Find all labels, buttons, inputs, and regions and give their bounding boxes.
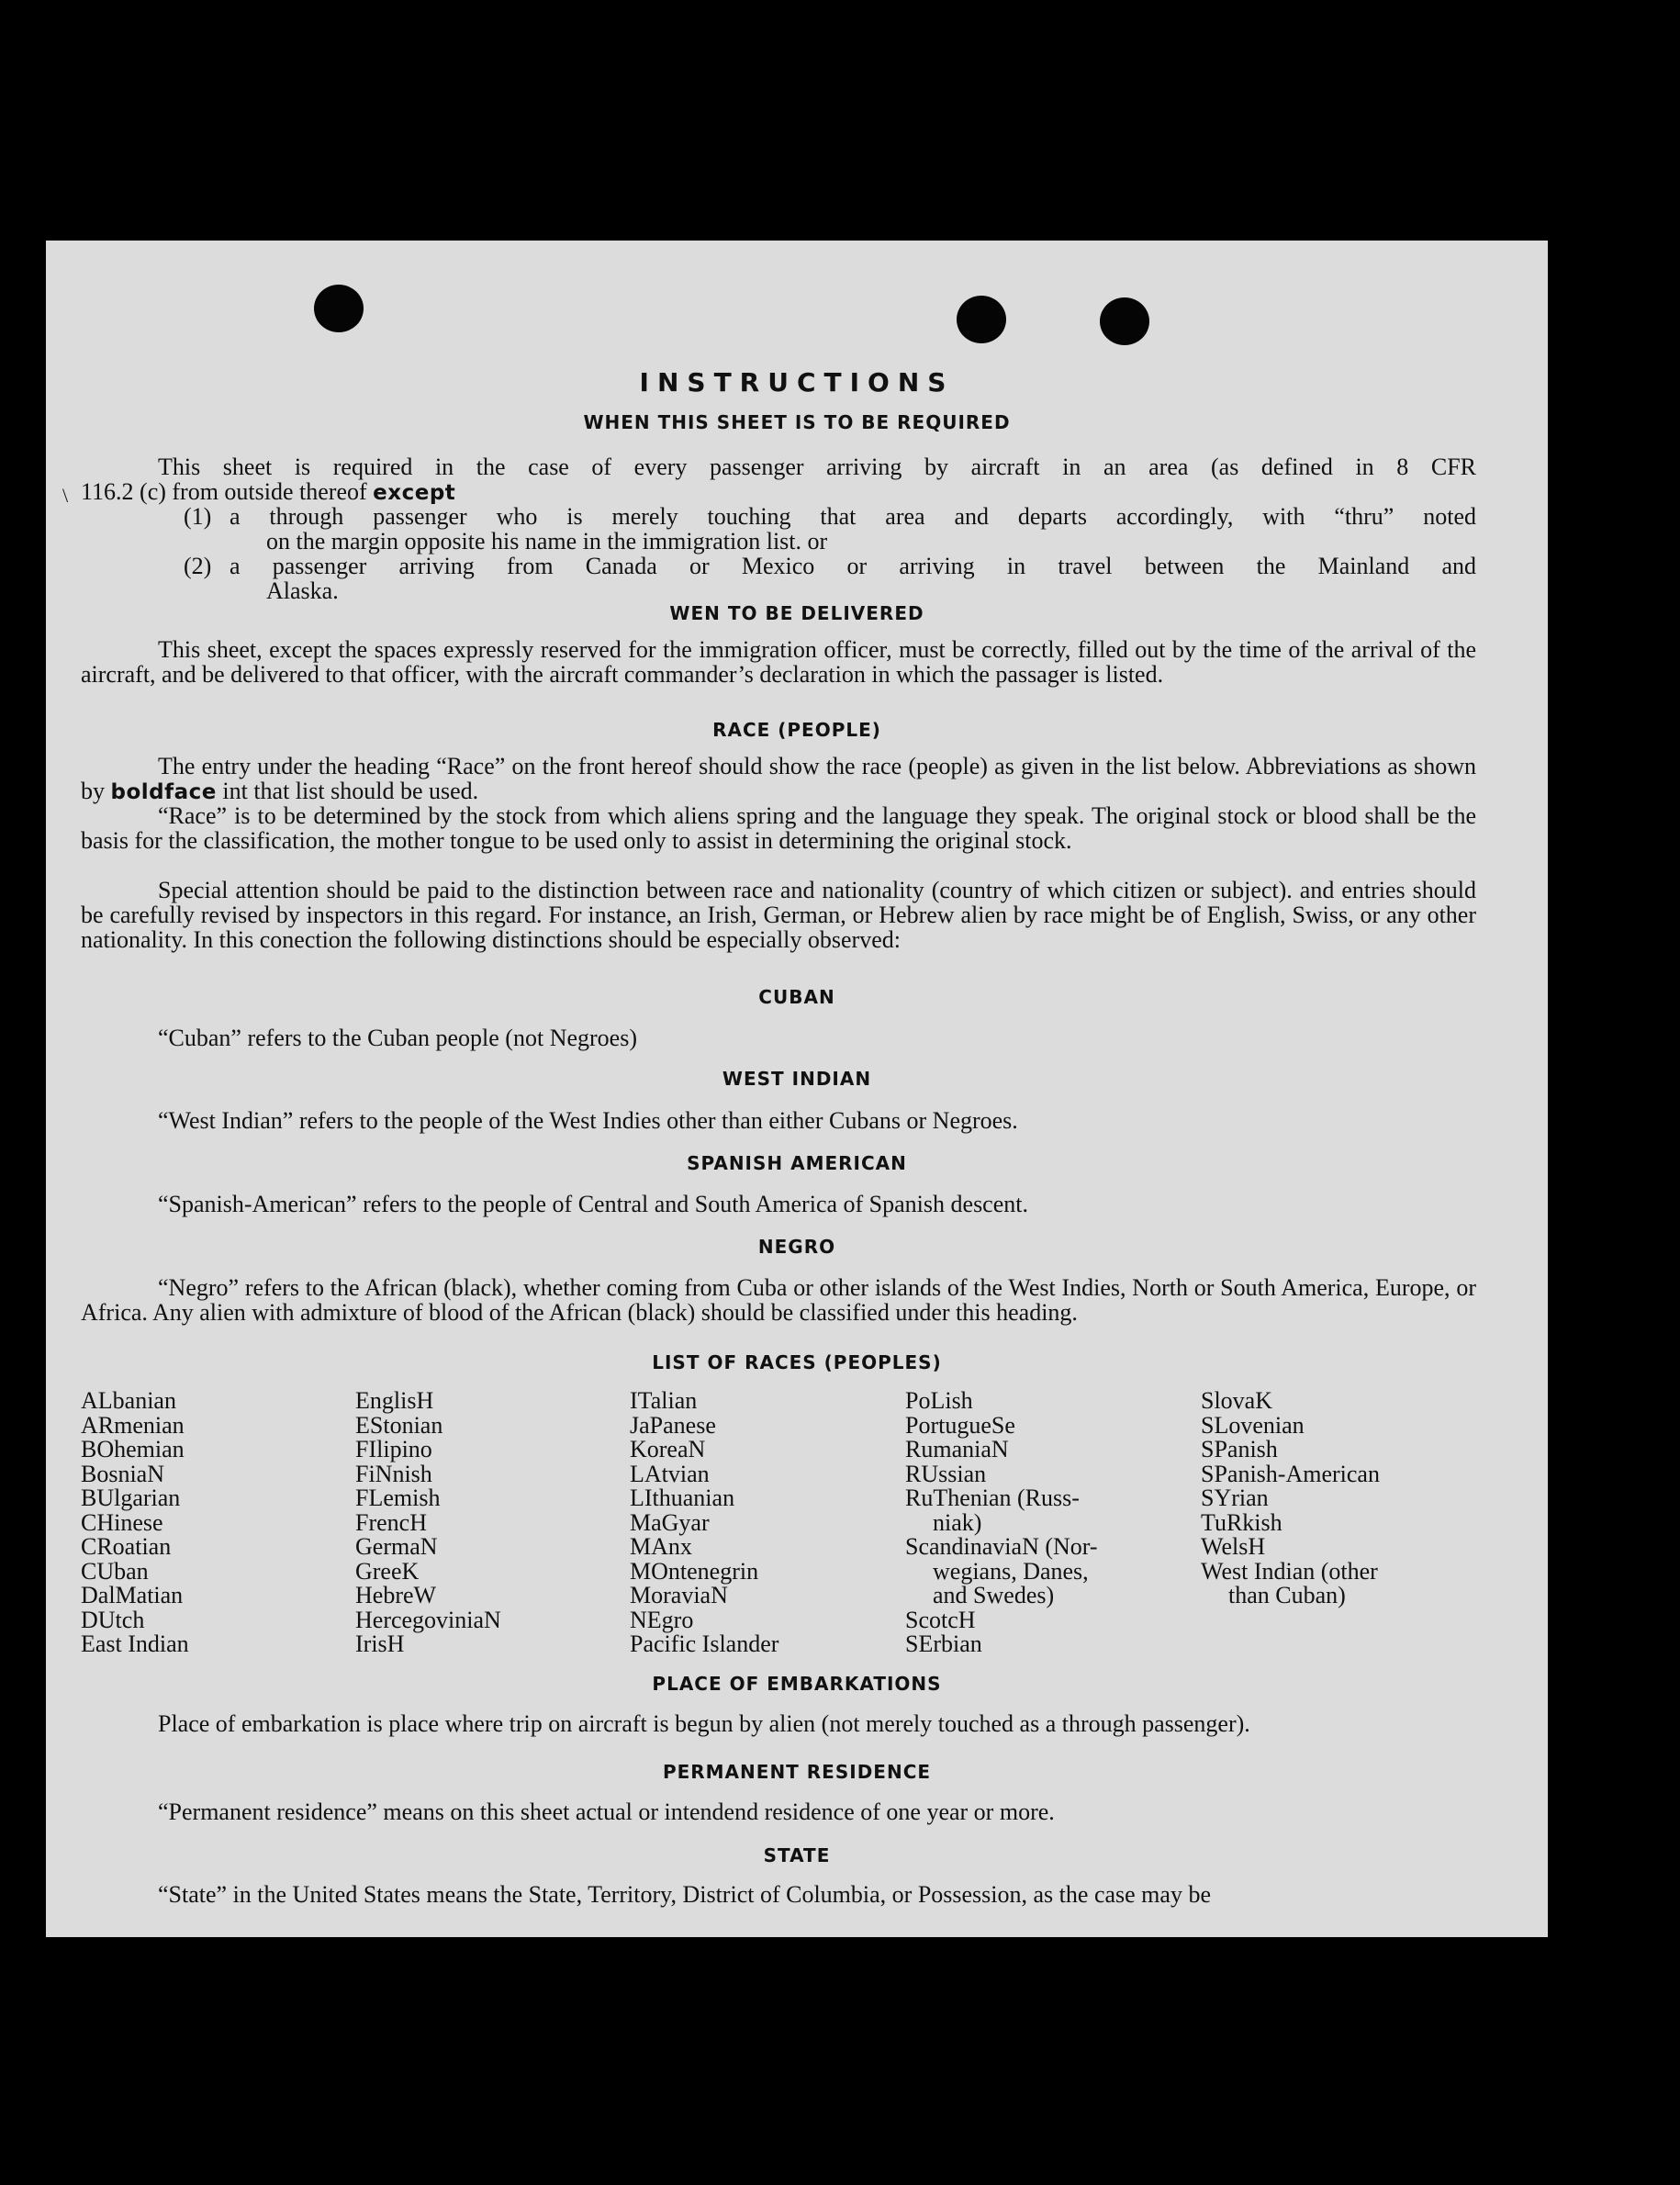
heading-west-indian: WEST INDIAN	[722, 1068, 872, 1090]
heading-list-of-races: LIST OF RACES (PEOPLES)	[652, 1351, 942, 1373]
race-item: MAnx	[630, 1533, 692, 1560]
race-item: GreeK	[355, 1557, 420, 1585]
race-item: CHinese	[81, 1508, 163, 1536]
para-required-line2	[81, 479, 1476, 506]
race-item: BosniaN	[81, 1460, 164, 1487]
race-column-4	[905, 1389, 1098, 1657]
punch-hole	[1100, 297, 1149, 345]
text-spanish-american: “Spanish-American” refers to the people of Central and South America of Spanish descent.	[158, 1191, 1028, 1217]
heading-state: STATE	[763, 1844, 831, 1866]
item1-number: (1)	[184, 503, 212, 530]
race-item: SErbian	[905, 1630, 982, 1657]
heading-when-required: WHEN THIS SHEET IS TO BE REQUIRED	[583, 411, 1011, 433]
para-required-line1: This sheet is required in the case of every passenger arriving by aircraft in an area (as defined in 8 CFR	[158, 454, 1476, 480]
race-item: BUlgarian	[81, 1485, 181, 1511]
race-item: SPanish-American	[1201, 1460, 1380, 1487]
race-column-2	[355, 1389, 501, 1657]
para-race-1	[81, 754, 1476, 805]
para-race-2: “Race” is to be determined by the stock from which aliens spring and the language they speak. The original stock or blood shall be the basis for the classification, the mother tongue to be used only to assist in determining the original stock.	[81, 802, 1476, 854]
punch-hole	[957, 296, 1006, 343]
race-column-5	[1201, 1389, 1380, 1608]
heading-negro: NEGRO	[757, 1236, 836, 1258]
keyword-except: except	[373, 481, 456, 505]
race-item: KoreaN	[630, 1436, 706, 1462]
text-west-indian: “West Indian” refers to the people of the West Indies other than either Cubans or Negroes.	[158, 1107, 1018, 1134]
text-negro: “Negro” refers to the African (black), whether coming from Cuba or other islands of the West Indies, North or South America, Europe, or Africa. Any alien with admixture of blood of the African (black) should be classified under this heading.	[81, 1274, 1476, 1326]
race-item: MoraviaN	[630, 1582, 728, 1608]
race-item: CUban	[81, 1557, 149, 1585]
race-item: FiNnish	[355, 1460, 432, 1487]
race-item: BOhemian	[81, 1436, 185, 1462]
race-item: SPanish	[1201, 1436, 1278, 1462]
race-item-continuation: niak)	[933, 1508, 982, 1536]
race-item: HercegoviniaN	[355, 1606, 501, 1633]
race-item: RuThenian (Russ-	[905, 1485, 1080, 1511]
item2-line2: Alaska.	[266, 577, 339, 604]
race-item: RumaniaN	[905, 1436, 1009, 1462]
item2-line1: a passenger arriving from Canada or Mexico or arriving in travel between the Mainland and	[230, 553, 1476, 579]
race-item: SLovenian	[1201, 1411, 1305, 1439]
race-item: MaGyar	[630, 1508, 710, 1536]
document-sheet	[46, 241, 1548, 1937]
race-item: ScotcH	[905, 1606, 976, 1633]
race-item: PortugueSe	[905, 1411, 1015, 1439]
race-item-continuation: than Cuban)	[1228, 1582, 1346, 1608]
item2-number: (2)	[184, 553, 212, 579]
heading-place-of-embarkation: PLACE OF EMBARKATIONS	[652, 1673, 942, 1695]
text-state: “State” in the United States means the State, Territory, District of Columbia, or Possession, as the case may be	[158, 1881, 1211, 1908]
race-item: RUssian	[905, 1460, 987, 1487]
race-item: CRoatian	[81, 1533, 172, 1560]
race-item: JaPanese	[630, 1411, 716, 1439]
race-item: TuRkish	[1201, 1508, 1282, 1536]
margin-mark: \	[62, 484, 69, 507]
race-item: ARmenian	[81, 1411, 185, 1439]
race-item: DalMatian	[81, 1582, 184, 1608]
race-item: EStonian	[355, 1411, 443, 1439]
race-item: HebreW	[355, 1582, 437, 1608]
race-item: SYrian	[1201, 1485, 1269, 1511]
race-item: SlovaK	[1201, 1387, 1272, 1414]
heading-spanish-american: SPANISH AMERICAN	[687, 1152, 907, 1174]
race-item: FLemish	[355, 1485, 441, 1511]
para-race-3: Special attention should be paid to the distinction between race and nationality (country of which citizen or subject). and entries should be carefully revised by inspectors in this regard. For instance, an Irish, German, or Hebrew alien by race might be of English, Swiss, or any other nationality. In this conection the following distinctions should be especially observed:	[81, 877, 1476, 953]
race-item: EnglisH	[355, 1387, 434, 1414]
race-item: WelsH	[1201, 1533, 1266, 1560]
heading-permanent-residence: PERMANENT RESIDENCE	[662, 1761, 932, 1783]
race-item: West Indian (other	[1201, 1557, 1378, 1585]
race-item: LIthuanian	[630, 1485, 735, 1511]
race-item: East Indian	[81, 1630, 189, 1657]
item1-line1: a through passenger who is merely touching that area and departs accordingly, with “thru” noted	[230, 503, 1476, 530]
para-required-text: 116.2 (c) from outside thereof	[81, 478, 367, 505]
race-item: FrencH	[355, 1508, 427, 1536]
race-item: ITalian	[630, 1387, 698, 1414]
text-permanent-residence: “Permanent residence” means on this sheet actual or intendend residence of one year or more.	[158, 1798, 1055, 1825]
race-column-3	[630, 1389, 778, 1657]
page-title: INSTRUCTIONS	[639, 367, 955, 398]
punch-hole	[314, 285, 364, 332]
race-item: MOntenegrin	[630, 1557, 759, 1585]
race-item: LAtvian	[630, 1460, 710, 1487]
keyword-boldface: boldface	[110, 780, 217, 804]
heading-when-delivered: WEN TO BE DELIVERED	[669, 602, 924, 624]
text-cuban: “Cuban” refers to the Cuban people (not Negroes)	[158, 1025, 637, 1051]
race-item: FIlipino	[355, 1436, 432, 1462]
race-item: Pacific Islander	[630, 1630, 779, 1657]
race-item: ALbanian	[81, 1387, 176, 1414]
para-delivered: This sheet, except the spaces expressly reserved for the immigration officer, must be correctly, filled out by the time of the arrival of the aircraft, and be delivered to that officer, with the aircraft commander’s declaration in which the passager is listed.	[81, 636, 1476, 688]
race-item-continuation: wegians, Danes,	[933, 1557, 1089, 1585]
race-item: NEgro	[630, 1606, 694, 1633]
race-column-1	[81, 1389, 189, 1657]
heading-cuban: CUBAN	[758, 986, 835, 1008]
race-item: PoLish	[905, 1387, 973, 1414]
para-race-1-tail: int that list should be used.	[222, 778, 479, 804]
race-item: IrisH	[355, 1630, 405, 1657]
race-item-continuation: and Swedes)	[933, 1582, 1055, 1608]
item1-line2: on the margin opposite his name in the immigration list. or	[266, 528, 828, 555]
para-race-1-text: The entry under the heading “Race” on the front hereof should show the race (people) as given in the list below. Abbreviations as shown by	[81, 753, 1476, 804]
text-place-of-embarkation: Place of embarkation is place where trip on aircraft is begun by alien (not merely touched as a through passenger).	[158, 1710, 1250, 1737]
race-item: ScandinaviaN (Nor-	[905, 1533, 1098, 1560]
heading-race: RACE (PEOPLE)	[712, 719, 881, 741]
race-item: DUtch	[81, 1606, 145, 1633]
race-item: GermaN	[355, 1533, 438, 1560]
